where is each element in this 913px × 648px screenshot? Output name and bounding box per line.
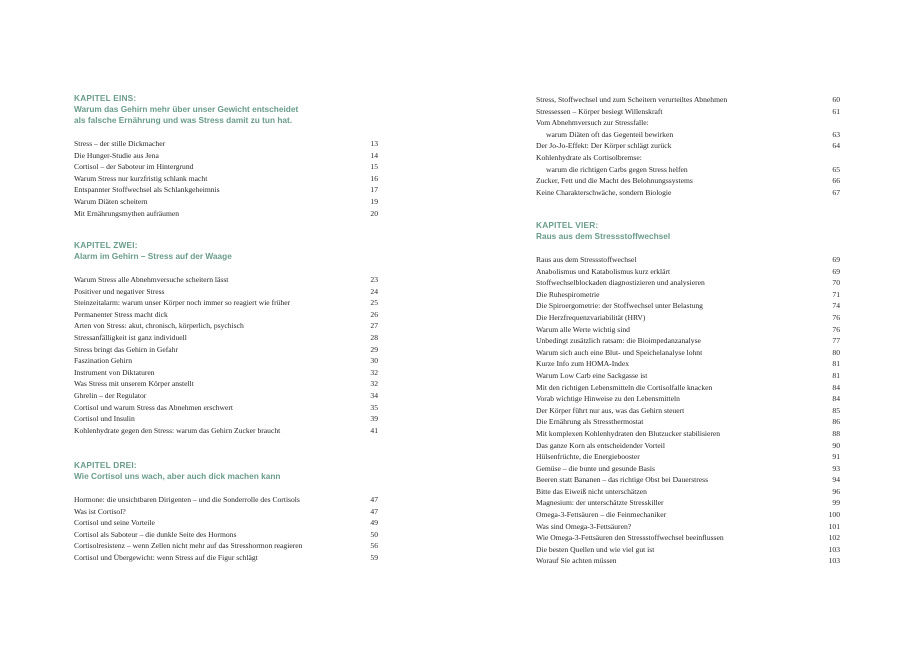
toc-entry-title: Unbedingt zusätzlich ratsam: die Bioimpedanzanalyse xyxy=(536,336,701,346)
toc-entry-page: 32 xyxy=(370,379,378,389)
toc-entry[interactable] xyxy=(536,140,840,152)
toc-entry[interactable] xyxy=(74,196,378,208)
toc-entry-title: Was Stress mit unserem Körper anstellt xyxy=(74,379,194,389)
toc-entry[interactable] xyxy=(536,324,840,336)
chapter-section xyxy=(74,460,378,564)
toc-entry[interactable] xyxy=(536,358,840,370)
chapter-entries xyxy=(536,254,840,567)
toc-entry-page: 59 xyxy=(370,552,378,562)
toc-entry[interactable] xyxy=(74,413,378,425)
toc-entry-title: Instrument von Diktaturen xyxy=(74,367,155,377)
toc-entry[interactable] xyxy=(74,355,378,367)
toc-entry-title: Mit komplexen Kohlenhydraten den Blutzucker stabilisieren xyxy=(536,428,721,438)
toc-entry-page: 100 xyxy=(828,510,840,520)
toc-entry-page: 103 xyxy=(828,556,840,566)
toc-entry-page: 27 xyxy=(370,321,378,331)
toc-entry[interactable] xyxy=(536,254,840,266)
toc-entry[interactable] xyxy=(536,555,840,567)
toc-entry-page: 29 xyxy=(370,344,378,354)
toc-entry[interactable] xyxy=(74,506,378,518)
toc-entry-title: Hormone: die unsichtbaren Dirigenten – und die Sonderrolle des Cortisols xyxy=(74,495,300,504)
toc-entry[interactable] xyxy=(536,187,840,199)
toc-entry-page: 23 xyxy=(370,275,378,284)
toc-entry[interactable] xyxy=(74,402,378,414)
toc-entry-title: Anabolismus und Katabolismus kurz erklärt xyxy=(536,266,671,276)
toc-entry[interactable] xyxy=(536,106,840,118)
toc-entry[interactable] xyxy=(536,129,840,141)
toc-entry-title: Vom Abnehmversuch zur Stressfalle: xyxy=(536,118,649,128)
toc-entry-page: 30 xyxy=(370,356,378,366)
chapter-heading: KAPITEL ZWEI: xyxy=(74,240,138,250)
toc-entry[interactable] xyxy=(536,440,840,452)
toc-entry-title: Magnesium: der unterschätzte Stresskiller xyxy=(536,498,664,508)
toc-entry-page: 76 xyxy=(832,324,840,334)
toc-entry[interactable] xyxy=(74,390,378,402)
toc-entry[interactable] xyxy=(74,425,378,437)
toc-entry-page: 101 xyxy=(828,521,840,531)
toc-entry-page: 14 xyxy=(370,150,378,160)
chapter-section xyxy=(74,240,378,436)
toc-entry-title: Stress – der stille Dickmacher xyxy=(74,139,166,148)
toc-entry[interactable] xyxy=(536,370,840,382)
chapter-title: Raus aus dem Stressstoffwechsel xyxy=(536,231,671,241)
toc-entry-title: Cortisol und warum Stress das Abnehmen erschwert xyxy=(74,402,234,412)
toc-entry[interactable] xyxy=(536,451,840,463)
toc-entry-page: 15 xyxy=(370,162,378,172)
toc-entry[interactable] xyxy=(536,94,840,106)
toc-entry[interactable] xyxy=(536,393,840,405)
toc-entry-page: 28 xyxy=(370,332,378,342)
toc-entry-title: Stress bringt das Gehirn in Gefahr xyxy=(74,344,178,354)
toc-entry-title: Ghrelin – der Regulator xyxy=(74,390,147,400)
toc-entry-title: Stressanfälligkeit ist ganz individuell xyxy=(74,332,187,342)
toc-entry-page: 81 xyxy=(832,370,840,380)
toc-entry[interactable] xyxy=(536,521,840,533)
toc-entry-title: Warum Stress alle Abnehmversuche scheitern lässt xyxy=(74,275,229,284)
toc-entry-page: 67 xyxy=(832,187,840,197)
toc-entry-title: Der Jo-Jo-Effekt: Der Körper schlägt zurück xyxy=(536,141,672,151)
toc-entry[interactable] xyxy=(74,332,378,344)
chapter-entries xyxy=(74,494,378,564)
toc-entry-title: Cortisolresistenz – wenn Zellen nicht mehr auf das Stresshormon reagieren xyxy=(74,541,303,551)
toc-entry-title: Permanenter Stress macht dick xyxy=(74,309,168,319)
toc-entry-page: 85 xyxy=(832,405,840,415)
toc-entry[interactable] xyxy=(536,175,840,187)
toc-entry[interactable] xyxy=(536,289,840,301)
toc-entry-page: 19 xyxy=(370,196,378,206)
toc-entry-title: Worauf Sie achten müssen xyxy=(536,556,617,566)
toc-entry[interactable] xyxy=(74,309,378,321)
toc-entry[interactable] xyxy=(536,300,840,312)
toc-entry-title: Bitte das Eiweiß nicht unterschätzen xyxy=(536,486,647,496)
toc-entry[interactable] xyxy=(536,463,840,475)
toc-entry[interactable] xyxy=(74,552,378,564)
toc-entry-page: 81 xyxy=(832,359,840,369)
toc-entry-title: Warum sich auch eine Blut- und Speichelanalyse lohnt xyxy=(536,347,703,357)
toc-entry-page: 34 xyxy=(370,390,378,400)
toc-entry-page: 71 xyxy=(832,289,840,299)
toc-entry-page: 84 xyxy=(832,382,840,392)
toc-entry-page: 16 xyxy=(370,173,378,183)
toc-entry-title: Faszination Gehirn xyxy=(74,356,132,366)
toc-entry[interactable] xyxy=(536,497,840,509)
toc-entry-title: Kohlenhydrate gegen den Stress: warum das Gehirn Zucker braucht xyxy=(74,425,281,435)
chapter-heading: KAPITEL VIER: xyxy=(536,220,599,230)
toc-entry-title: Hülsenfrüchte, die Energiebooster xyxy=(536,452,640,462)
toc-entry[interactable] xyxy=(74,297,378,309)
chapter-continuation xyxy=(536,94,840,198)
toc-entry[interactable] xyxy=(74,320,378,332)
toc-entry-page: 65 xyxy=(832,164,840,174)
toc-entry[interactable] xyxy=(536,152,840,164)
toc-entry[interactable] xyxy=(536,509,840,521)
toc-entry[interactable] xyxy=(536,428,840,440)
toc-entry[interactable] xyxy=(536,117,840,129)
toc-entry-page: 69 xyxy=(832,255,840,264)
toc-entry[interactable] xyxy=(536,382,840,394)
toc-entry-title: Warum Stress nur kurzfristig schlank macht xyxy=(74,173,208,183)
toc-entry-title: Kohlenhydrate als Cortisolbremse: xyxy=(536,152,642,162)
toc-entry-page: 25 xyxy=(370,298,378,308)
toc-entry[interactable] xyxy=(74,286,378,298)
toc-entry[interactable] xyxy=(74,184,378,196)
toc-entry-page: 60 xyxy=(832,95,840,104)
toc-entry-title: Vorab wichtige Hinweise zu den Lebensmitteln xyxy=(536,394,680,404)
toc-entry-title: warum die richtigen Carbs gegen Stress helfen xyxy=(546,164,688,174)
toc-entry-page: 88 xyxy=(832,428,840,438)
toc-entry[interactable] xyxy=(74,540,378,552)
toc-entry[interactable] xyxy=(536,312,840,324)
toc-entry[interactable] xyxy=(74,150,378,162)
toc-entry[interactable] xyxy=(536,405,840,417)
toc-entry[interactable] xyxy=(74,494,378,506)
toc-entry[interactable] xyxy=(536,474,840,486)
toc-entry-title: Gemüse – die bunte und gesunde Basis xyxy=(536,463,655,473)
toc-entry-title: Die Spiroergometrie: der Stoffwechsel unter Belastung xyxy=(536,301,703,311)
toc-entry-title: Warum Diäten scheitern xyxy=(74,196,148,206)
toc-entry[interactable] xyxy=(74,161,378,173)
toc-entry-page: 77 xyxy=(832,336,840,346)
chapter-heading: KAPITEL DREI: xyxy=(74,460,137,470)
toc-entry-title: Omega-3-Fettsäuren – die Feinmechaniker xyxy=(536,510,667,520)
chapter-entries xyxy=(74,274,378,436)
toc-entry[interactable] xyxy=(74,173,378,185)
toc-entry-title: Warum Low Carb eine Sackgasse ist xyxy=(536,370,648,380)
toc-entry-page: 74 xyxy=(832,301,840,311)
toc-entry[interactable] xyxy=(536,277,840,289)
toc-entry-page: 47 xyxy=(370,495,378,504)
toc-entry[interactable] xyxy=(74,208,378,220)
toc-entry[interactable] xyxy=(74,344,378,356)
toc-entry[interactable] xyxy=(536,532,840,544)
toc-entry-page: 56 xyxy=(370,541,378,551)
toc-entry-title: Die Ernährung als Stressthermostat xyxy=(536,417,644,427)
toc-entry[interactable] xyxy=(536,164,840,176)
toc-entry-title: Raus aus dem Stressstoffwechsel xyxy=(536,255,637,264)
toc-entry-title: Die Hunger-Studie aus Jena xyxy=(74,150,159,160)
chapter-entries xyxy=(74,138,378,219)
toc-entry-title: Mit Ernährungsmythen aufräumen xyxy=(74,208,180,218)
toc-entry-title: Steinzeitalarm: warum unser Körper noch immer so reagiert wie früher xyxy=(74,298,291,308)
toc-entry-page: 50 xyxy=(370,529,378,539)
toc-entry-page: 94 xyxy=(832,475,840,485)
toc-entry-page: 35 xyxy=(370,402,378,412)
toc-entry-page: 66 xyxy=(832,176,840,186)
toc-entry-title: Warum alle Werte wichtig sind xyxy=(536,324,630,334)
toc-entry-page: 64 xyxy=(832,141,840,151)
toc-entry-title: Cortisol und Übergewicht: wenn Stress auf die Figur schlägt xyxy=(74,552,258,562)
toc-entry-title: Entspannter Stoffwechsel als Schlankgeheimnis xyxy=(74,185,220,195)
toc-entry-title: Cortisol und Insulin xyxy=(74,414,135,424)
toc-entry-page: 63 xyxy=(832,129,840,139)
toc-entry[interactable] xyxy=(536,335,840,347)
toc-entry-page: 76 xyxy=(832,312,840,322)
toc-entry-title: Stress, Stoffwechsel und zum Scheitern verurteiltes Abnehmen xyxy=(536,95,728,104)
toc-entry-page: 99 xyxy=(832,498,840,508)
toc-entry-page: 70 xyxy=(832,278,840,288)
toc-entry-page: 69 xyxy=(832,266,840,276)
chapter-heading: KAPITEL EINS: xyxy=(74,93,137,103)
toc-entry[interactable] xyxy=(536,347,840,359)
toc-entry-page: 96 xyxy=(832,486,840,496)
toc-entry-title: warum Diäten oft das Gegenteil bewirken xyxy=(546,129,674,139)
chapter-title: Alarm im Gehirn – Stress auf der Waage xyxy=(74,251,232,261)
toc-entry-page: 24 xyxy=(370,286,378,296)
toc-entry-title: Die besten Quellen und wie viel gut ist xyxy=(536,544,655,554)
toc-entry[interactable] xyxy=(74,274,378,286)
toc-entry-title: Beeren statt Bananen – das richtige Obst bei Dauerstress xyxy=(536,475,709,485)
toc-entry-page: 61 xyxy=(832,106,840,116)
toc-entry-title: Stoffwechselblockaden diagnostizieren und analysieren xyxy=(536,278,705,288)
toc-entry-title: Die Ruhespirometrie xyxy=(536,289,600,299)
toc-entry-page: 90 xyxy=(832,440,840,450)
toc-entry-page: 20 xyxy=(370,208,378,218)
toc-entry-page: 13 xyxy=(370,139,378,148)
toc-entry-page: 17 xyxy=(370,185,378,195)
toc-entry-title: Cortisol und seine Vorteile xyxy=(74,518,155,528)
chapter-title: Warum das Gehirn mehr über unser Gewicht entscheidet xyxy=(74,104,299,114)
toc-entry-title: Was sind Omega-3-Fettsäuren? xyxy=(536,521,632,531)
toc-entry-page: 84 xyxy=(832,394,840,404)
toc-entry-page: 93 xyxy=(832,463,840,473)
toc-entry-page: 91 xyxy=(832,452,840,462)
toc-entry-page: 102 xyxy=(828,533,840,543)
toc-entry-title: Der Körper führt nur aus, was das Gehirn steuert xyxy=(536,405,685,415)
toc-entry-title: Mit den richtigen Lebensmitteln die Cortisolfalle knacken xyxy=(536,382,713,392)
toc-entry-page: 86 xyxy=(832,417,840,427)
toc-entry-page: 39 xyxy=(370,414,378,424)
toc-entry[interactable] xyxy=(74,138,378,150)
toc-entry[interactable] xyxy=(74,367,378,379)
toc-entry-title: Die Herzfrequenzvariabilität (HRV) xyxy=(536,312,646,322)
toc-entry[interactable] xyxy=(536,544,840,556)
toc-entry[interactable] xyxy=(536,266,840,278)
chapter-section xyxy=(536,220,840,567)
toc-entry[interactable] xyxy=(536,416,840,428)
toc-entry-page: 49 xyxy=(370,518,378,528)
toc-entry-page: 26 xyxy=(370,309,378,319)
toc-entry-title: Das ganze Korn als entscheidender Vorteil xyxy=(536,440,665,450)
toc-entry[interactable] xyxy=(536,486,840,498)
toc-entry-title: Positiver und negativer Stress xyxy=(74,286,165,296)
toc-entry[interactable] xyxy=(74,517,378,529)
toc-entry-page: 103 xyxy=(828,544,840,554)
toc-entry-title: Was ist Cortisol? xyxy=(74,506,126,516)
toc-entry-page: 80 xyxy=(832,347,840,357)
chapter-title: Wie Cortisol uns wach, aber auch dick machen kann xyxy=(74,471,281,481)
toc-entry-title: Keine Charakterschwäche, sondern Biologie xyxy=(536,187,672,197)
toc-entry-title: Kurze Info zum HOMA-Index xyxy=(536,359,629,369)
toc-entry-title: Stressessen – Körper besiegt Willenskraft xyxy=(536,106,663,116)
toc-entry-page: 47 xyxy=(370,506,378,516)
chapter-section xyxy=(74,93,378,219)
toc-entry-title: Arten von Stress: akut, chronisch, körperlich, psychisch xyxy=(74,321,244,331)
toc-entry-title: Cortisol als Saboteur – die dunkle Seite des Hormons xyxy=(74,529,237,539)
toc-entry-title: Cortisol – der Saboteur im Hintergrund xyxy=(74,162,194,172)
toc-entry-title: Wie Omega-3-Fettsäuren den Stressstoffwechsel beeinflussen xyxy=(536,533,724,543)
chapter-title: als falsche Ernährung und was Stress damit zu tun hat. xyxy=(74,115,293,125)
toc-entry-page: 41 xyxy=(370,425,378,435)
toc-entry[interactable] xyxy=(74,529,378,541)
toc-entry-page: 32 xyxy=(370,367,378,377)
toc-entry[interactable] xyxy=(74,378,378,390)
toc-entry-title: Zucker, Fett und die Macht des Belohnungssystems xyxy=(536,176,693,186)
